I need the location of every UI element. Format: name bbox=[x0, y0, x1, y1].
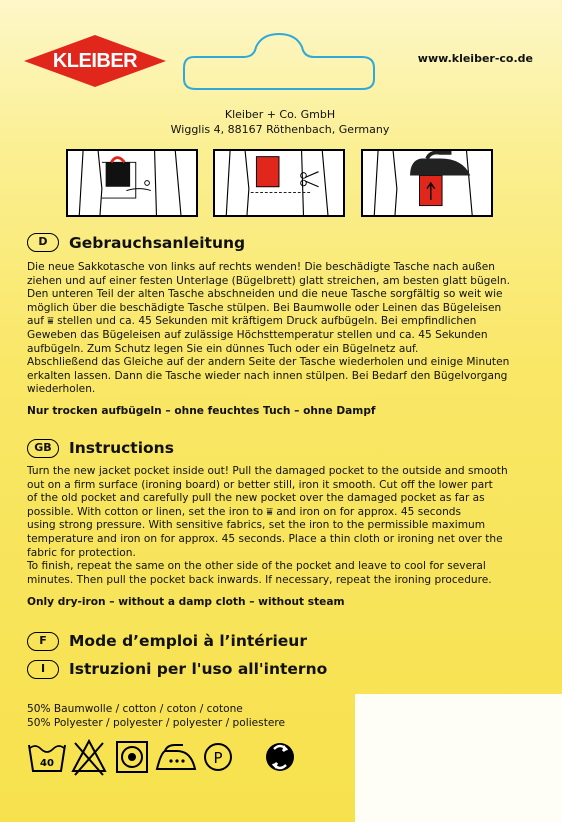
company-address: Wigglis 4, 88167 Röthenbach, Germany bbox=[170, 123, 390, 136]
website-link[interactable]: www.kleiber-co.de bbox=[417, 52, 533, 65]
instructions-text-de bbox=[27, 261, 535, 397]
text-line: erkalten lassen. Dann die Tasche wieder nach innen stülpen. Bei Bedarf den Bügelvorgang bbox=[27, 369, 508, 382]
text-line: of the old pocket and carefully pull the new pocket over the damaged pocket as far as bbox=[27, 492, 485, 505]
text-line: possible. With cotton or linen, set the iron to ⩸ and iron on for approx. 45 seconds bbox=[27, 505, 462, 518]
material-line-cotton: 50% Baumwolle / cotton / coton / cotone bbox=[27, 703, 243, 715]
lang-badge-gb: GB bbox=[27, 439, 59, 458]
text-line: temperature and iron on for approx. 45 seconds. Place a thin cloth or ironing net over the bbox=[27, 532, 503, 545]
section-title-gb: Instructions bbox=[69, 439, 174, 457]
text-line: Geweben das Bügeleisen auf zulässige Höchsttemperatur stellen und ca. 45 Sekunden bbox=[27, 328, 488, 341]
kleiber-logo bbox=[24, 35, 166, 87]
text-line: möglich über die beschädigte Tasche stülpen. Bei Baumwolle oder Leinen das Bügeleisen bbox=[27, 301, 502, 314]
step-3-illustration bbox=[361, 149, 493, 217]
section-title-it: Istruzioni per l'uso all'interno bbox=[69, 660, 328, 678]
care-symbols bbox=[27, 737, 327, 777]
step-2-illustration bbox=[213, 149, 345, 217]
iron-icon bbox=[157, 745, 195, 769]
text-line: auf ⩸ stellen und ca. 45 Sekunden mit kräftigem Druck aufbügeln. Bei empfindlichen bbox=[27, 315, 477, 328]
text-line: out on a firm surface (ironing board) or better still, iron it smooth. Cut off the lower part bbox=[27, 478, 493, 491]
section-title-fr: Mode d’emploi à l’intérieur bbox=[69, 632, 307, 650]
hang-tab-outline bbox=[164, 32, 394, 90]
text-line: minutes. Then pull the pocket back inwards. If necessary, repeat the ironing procedure. bbox=[27, 573, 492, 586]
wash-temp-label: 40 bbox=[40, 758, 54, 769]
section-title-de: Gebrauchsanleitung bbox=[69, 234, 246, 252]
company-name: Kleiber + Co. GmbH bbox=[224, 108, 336, 121]
tumble-dry-icon bbox=[117, 742, 147, 772]
logo-text: KLEIBER bbox=[52, 50, 138, 72]
text-line: Abschließend das Gleiche auf der andern Seite der Tasche wiederholen und einige Minuten bbox=[27, 356, 510, 369]
recycling-icon bbox=[266, 743, 294, 771]
no-bleach-icon bbox=[73, 741, 105, 775]
dry-iron-note-gb: Only dry-iron – without a damp cloth – without steam bbox=[27, 596, 345, 608]
jacket-pocket-iron-icon bbox=[363, 151, 491, 215]
material-line-polyester: 50% Polyester / polyester / polyester / poliestere bbox=[27, 717, 285, 729]
text-line: Den unteren Teil der alten Tasche abschneiden und die neue Tasche sorgfältig so weit wie bbox=[27, 288, 503, 301]
jacket-pocket-cut-icon bbox=[215, 151, 343, 215]
text-line: fabric for protection. bbox=[27, 546, 136, 559]
blank-label-area bbox=[355, 694, 562, 822]
lang-badge-fr: F bbox=[27, 632, 59, 651]
professional-clean-icon bbox=[205, 744, 231, 770]
step-1-illustration bbox=[66, 149, 198, 217]
wash-40-icon bbox=[29, 745, 65, 771]
text-line: Die neue Sakkotasche von links auf rechts wenden! Die beschädigte Tasche nach außen bbox=[27, 261, 496, 273]
text-line: aufbügeln. Zum Schutz legen Sie ein dünnes Tuch oder ein Bügelnetz auf. bbox=[27, 342, 419, 355]
text-line: ziehen und auf einer festen Unterlage (Bügelbrett) glatt streichen, am besten glatt bügeln. bbox=[27, 274, 510, 287]
text-line: using strong pressure. With sensitive fabrics, set the iron to the permissible maximum bbox=[27, 519, 486, 532]
jacket-pocket-pull-out-icon bbox=[68, 151, 196, 215]
professional-clean-label: P bbox=[213, 749, 223, 767]
lang-badge-it: I bbox=[27, 660, 59, 679]
lang-badge-de: D bbox=[27, 233, 59, 252]
text-line: To finish, repeat the same on the other side of the pocket and leave to cool for several bbox=[27, 560, 486, 573]
dry-iron-note-de: Nur trocken aufbügeln – ohne feuchtes Tuch – ohne Dampf bbox=[27, 405, 376, 417]
company-info bbox=[130, 107, 430, 137]
text-line: Turn the new jacket pocket inside out! Pull the damaged pocket to the outside and smooth bbox=[27, 465, 508, 477]
text-line: wiederholen. bbox=[27, 383, 96, 396]
instructions-text-gb bbox=[27, 465, 535, 587]
